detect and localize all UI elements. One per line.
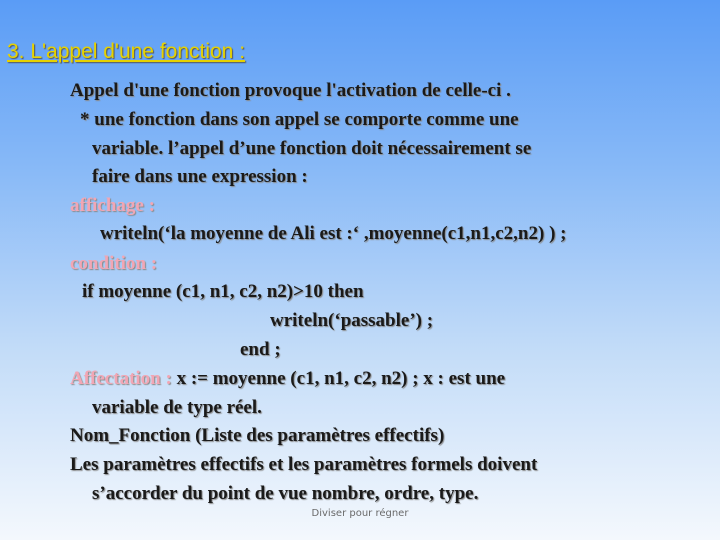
slide-title: 3. L'appel d'une fonction : [7,40,246,63]
text-line: variable. l’appel d’une fonction doit nécessairement se [92,138,532,159]
label-affichage: affichage : [70,195,155,216]
code-line: writeln(‘la moyenne de Ali est :‘ ,moyenne(c1,n1,c2,n2) ) ; [100,223,567,244]
label-condition: condition : [70,253,158,274]
code-line: if moyenne (c1, n1, c2, n2)>10 then [82,281,364,302]
text-line: Les paramètres effectifs et les paramètres formels doivent [70,454,538,475]
affectation-line [70,368,505,390]
text-line: Appel d'une fonction provoque l'activation de celle-ci . [70,80,511,101]
slide-footer: Diviser pour régner [311,508,409,519]
text-line: variable de type réel. [92,397,262,418]
code-line: end ; [240,339,281,360]
text-line: s’accorder du point de vue nombre, ordre, type. [92,483,479,504]
code-line: x := moyenne (c1, n1, c2, n2) ; x : est une [176,368,506,389]
text-line: Nom_Fonction (Liste des paramètres effectifs) [70,425,445,446]
text-line: * une fonction dans son appel se comporte comme une [80,109,519,130]
code-line: writeln(‘passable’) ; [270,310,434,331]
label-affectation: Affectation : [70,368,172,389]
text-line: faire dans une expression : [92,166,308,187]
